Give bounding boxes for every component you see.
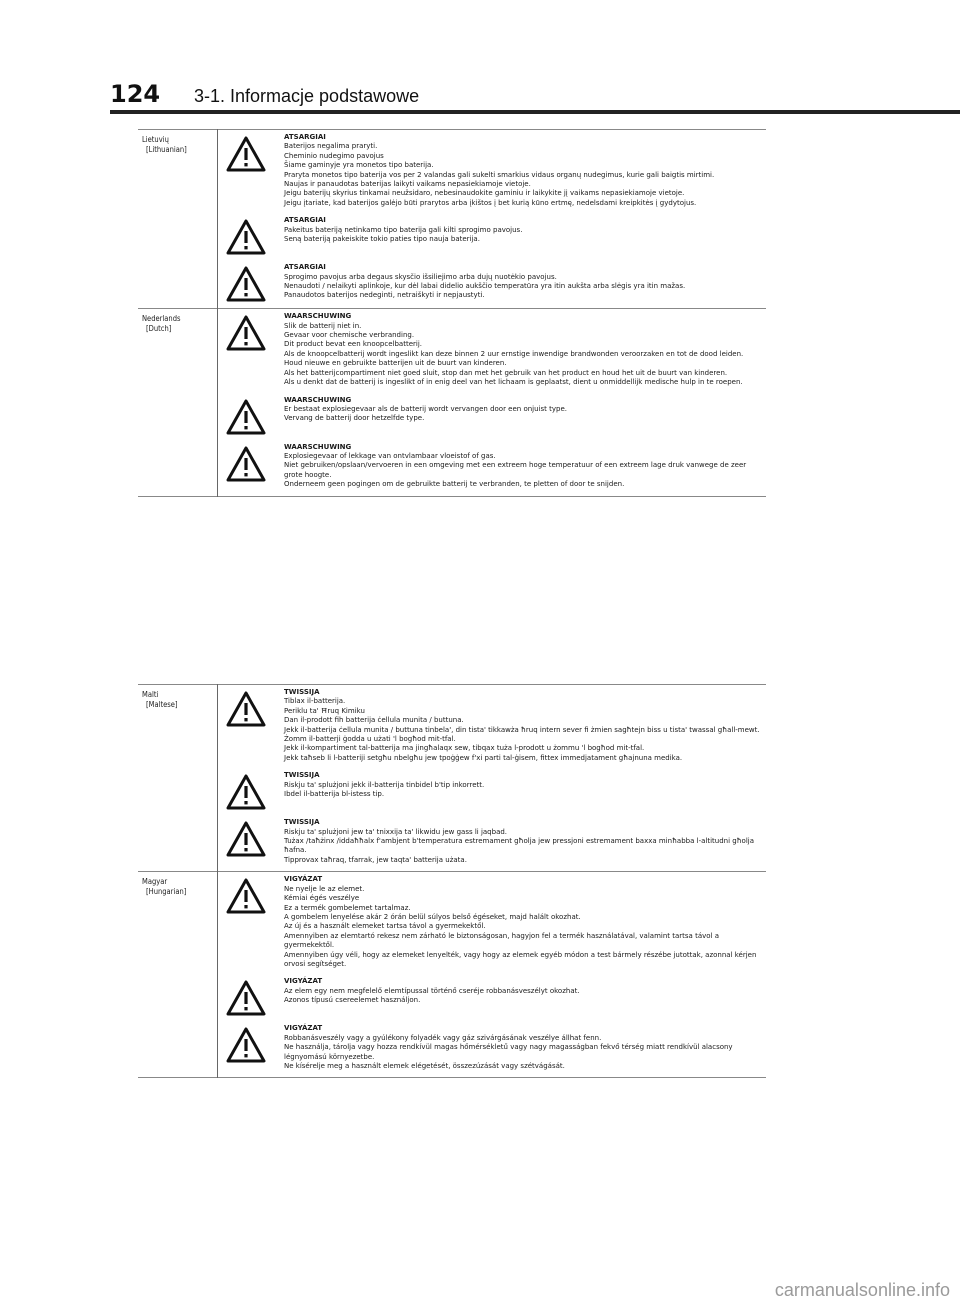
warning-triangle-icon	[226, 136, 266, 172]
warning-triangle-icon	[226, 315, 266, 351]
warning-line: Panaudotos baterijos nedeginti, netraiškyti ir nepjaustyti.	[284, 291, 485, 300]
language-english-name: [Maltese]	[146, 700, 178, 709]
language-label	[138, 872, 218, 1078]
warning-line: Baterijos negalima praryti.	[284, 142, 378, 151]
warning-title: VIGYÁZAT	[284, 875, 323, 884]
warning-title: WAARSCHUWING	[284, 395, 352, 404]
warning-line: Als het batterijcompartiment niet goed sluit, stop dan met het gebruik van het product en houd het uit de buurt van kinderen.	[284, 368, 728, 377]
warning-line: Als de knoopcelbatterij wordt ingeslikt kan deze binnen 2 uur ernstige inwendige brandwonden veroorzaken en tot de dood leiden.	[284, 349, 744, 358]
warning-triangle-icon	[226, 774, 266, 810]
language-label	[138, 130, 218, 309]
warning-title: WAARSCHUWING	[284, 312, 352, 321]
warning-item	[226, 771, 766, 810]
language-name: Lietuvių	[142, 135, 169, 144]
warning-line: Onderneem geen pogingen om de gebruikte batterij te verbranden, te pletten of door te snijden.	[284, 480, 625, 489]
warning-item	[226, 312, 766, 387]
warning-text	[284, 977, 766, 1005]
warning-line: Cheminio nudegimo pavojus	[284, 151, 384, 160]
warning-title: ATSARGIAI	[284, 133, 326, 141]
warning-title: ATSARGIAI	[284, 263, 326, 272]
warning-triangle-icon	[226, 266, 266, 302]
language-row	[138, 309, 766, 496]
warning-item	[226, 133, 766, 208]
warning-item	[226, 216, 766, 255]
warning-text	[284, 688, 766, 763]
warning-item	[226, 977, 766, 1016]
section-title: 3-1. Informacje podstawowe	[194, 86, 420, 106]
warning-table-1	[138, 129, 766, 497]
warning-line: Dit product bevat een knoopcelbatterij.	[284, 340, 423, 349]
warning-line: A gombelem lenyelése akár 2 órán belül súlyos belső égéseket, majd halált okozhat.	[284, 912, 581, 921]
warning-triangle-icon	[226, 1027, 266, 1063]
warning-line: Riskju ta' splużjoni jew ta' tnixxija ta' likwidu jew gass li jaqbad.	[284, 827, 508, 836]
warning-triangle-icon	[226, 980, 266, 1016]
language-name: Nederlands	[142, 314, 181, 324]
header-rule	[110, 110, 960, 114]
warning-title: TWISSIJA	[284, 818, 320, 827]
warning-title: VIGYÁZAT	[284, 1024, 323, 1033]
warning-line: Ne nyelje le az elemet.	[284, 884, 365, 893]
warning-triangle-icon	[226, 446, 266, 482]
warning-text	[284, 818, 766, 865]
language-name: Magyar	[142, 877, 168, 887]
warning-line: Houd nieuwe en gebruikte batterijen uit de buurt van kinderen.	[284, 359, 507, 368]
warning-line: Periklu ta' Ħruq Kimiku	[284, 706, 365, 715]
warning-line: Żomm il-batterji ġodda u użati 'l bogħod mit-tfal.	[284, 735, 456, 744]
language-english-name: [Dutch]	[146, 324, 172, 334]
warning-line: Explosiegevaar of lekkage van ontvlambaar vloeistof of gas.	[284, 451, 496, 460]
warning-text	[284, 216, 766, 244]
warning-triangle-icon	[226, 691, 266, 727]
warning-line: Er bestaat explosiegevaar als de batterij wordt vervangen door een onjuist type.	[284, 404, 567, 413]
warning-text	[284, 396, 766, 424]
language-row	[138, 130, 766, 309]
warning-text	[284, 1024, 766, 1071]
warning-line: Az elem egy nem megfelelő elemtípussal történő cseréje robbanásveszélyt okozhat.	[284, 986, 580, 995]
warning-line: Jeigu įtariate, kad baterijos galėjo būti prarytos arba įkištos į bet kurią kūno ertmę, nedelsdami kreipkitės į gydytojus.	[284, 198, 697, 207]
warning-line: Sprogimo pavojus arba degaus skysčio išsiliejimo arba dujų nuotėkio pavojus.	[284, 272, 557, 281]
warnings-cell	[218, 685, 767, 872]
warning-text	[284, 771, 766, 799]
warning-text	[284, 312, 766, 387]
warning-line: Jekk taħseb li l-batteriji setgħu nbelgħu jew tpoġġew f'xi parti tal-ġisem, fittex immedjatament għajnuna medika.	[284, 753, 683, 762]
warnings-cell	[218, 130, 767, 309]
warning-triangle-icon	[226, 878, 266, 914]
warning-line: Jeigu baterijų skyrius tinkamai neužsidaro, nebesinaudokite gaminiu ir laikykite jį vaikams nepasiekiamoje vietoje.	[284, 189, 685, 198]
warning-line: Als u denkt dat de batterij is ingeslikt of in enig deel van het lichaam is geplaatst, dient u onmiddellijk medische hulp in te roepen.	[284, 378, 743, 387]
warning-item	[226, 818, 766, 865]
warning-text	[284, 875, 766, 969]
warning-item	[226, 396, 766, 435]
warning-triangle-icon	[226, 399, 266, 435]
warning-line: Pakeitus bateriją netinkamo tipo baterija gali kilti sprogimo pavojus.	[284, 225, 523, 234]
warnings-cell	[218, 872, 767, 1078]
warning-item	[226, 443, 766, 490]
warning-line: Vervang de batterij door hetzelfde type.	[284, 414, 425, 423]
warning-title: TWISSIJA	[284, 688, 320, 696]
warning-line: Tipprovax taħraq, tfarrak, jew taqta' batterija użata.	[284, 855, 467, 864]
language-english-name: [Lithuanian]	[146, 145, 187, 154]
warning-line: Ne használja, tárolja vagy hozza rendkívül magas hőmérsékletű vagy nagy magasságban fekvő térség miatt rendkívül alacsony légnyomású környezetbe.	[284, 1043, 733, 1061]
warning-title: ATSARGIAI	[284, 216, 326, 225]
warning-line: Jekk il-batterija ċellula munita / buttuna tinbela', din tista' tikkawża ħruq intern sever fi żmien sagħtejn biss u tista' twassal għall-mewt.	[284, 725, 760, 734]
warning-line: Šiame gaminyje yra monetos tipo baterija.	[284, 161, 434, 170]
warning-line: Azonos típusú csereelemet használjon.	[284, 996, 421, 1005]
warning-line: Ez a termék gombelemet tartalmaz.	[284, 903, 411, 912]
warning-line: Ne kísérelje meg a használt elemek elégetését, összezúzását vagy szétvágását.	[284, 1061, 565, 1070]
page-header	[110, 80, 419, 108]
warning-triangle-icon	[226, 219, 266, 255]
language-label	[138, 685, 218, 872]
warning-item	[226, 875, 766, 969]
warning-line: Ibdel il-batterija bl-istess tip.	[284, 790, 385, 799]
warning-text	[284, 133, 766, 208]
language-english-name: [Hungarian]	[146, 887, 187, 897]
warning-text	[284, 443, 766, 490]
warning-line: Praryta monetos tipo baterija vos per 2 valandas gali sukelti smarkius vidaus organų nudegimus, kurie gali baigtis mirtimi.	[284, 170, 715, 179]
page-number: 124	[110, 80, 161, 108]
warning-line: Dan il-prodott fih batterija ċellula munita / buttuna.	[284, 716, 464, 725]
warning-line: Amennyiben az elemtartó rekesz nem zárható le biztonságosan, hagyjon fel a termék használatával, valamint tartsa távol a gyermekektől.	[284, 931, 719, 950]
warning-text	[284, 263, 766, 301]
warning-line: Kémiai égés veszélye	[284, 894, 360, 903]
warning-line: Tużax /taħżinx /iddaħħalx f'ambjent b'temperatura estremament għolja jew pressjoni estremament baxxa minħabba l-altitudni għolja ħafna.	[284, 837, 755, 855]
warnings-cell	[218, 309, 767, 496]
warning-line: Seną bateriją pakeiskite tokio paties tipo nauja baterija.	[284, 235, 480, 244]
warning-line: Nenaudoti / nelaikyti aplinkoje, kur dėl labai didelio aukščio temperatūra yra itin aukšta arba slėgis yra itin mažas.	[284, 282, 686, 291]
warning-line: Amennyiben úgy véli, hogy az elemeket lenyelték, vagy hogy az elemek egyéb módon a test bármely részébe jutottak, azonnal kérjen orvosi segítséget.	[284, 950, 757, 968]
warning-line: Riskju ta' splużjoni jekk il-batterija tinbidel b'tip inkorrett.	[284, 780, 485, 789]
warning-table-2	[138, 684, 766, 1078]
language-name: Malti	[142, 690, 159, 699]
warning-line: Gevaar voor chemische verbranding.	[284, 331, 415, 340]
language-row	[138, 685, 766, 872]
warning-line: Naujas ir panaudotas baterijas laikyti vaikams nepasiekiamoje vietoje.	[284, 180, 531, 189]
warning-item	[226, 263, 766, 302]
warning-line: Niet gebruiken/opslaan/vervoeren in een omgeving met een extreem hoge temperatuur of een extreem lage druk vanwege de zeer grote hoogte.	[284, 461, 747, 479]
warning-line: Az új és a használt elemeket tartsa távol a gyermekektől.	[284, 922, 486, 931]
warning-line: Tiblax il-batterija.	[284, 697, 346, 706]
warning-title: TWISSIJA	[284, 771, 320, 780]
watermark: carmanualsonline.info	[774, 1280, 950, 1300]
warning-title: WAARSCHUWING	[284, 442, 352, 451]
warning-triangle-icon	[226, 821, 266, 857]
warning-title: VIGYÁZAT	[284, 977, 323, 986]
warning-item	[226, 688, 766, 763]
warning-item	[226, 1024, 766, 1071]
language-label	[138, 309, 218, 496]
warning-line: Jekk il-kompartiment tal-batterija ma jingħalaqx sew, tibqax tuża l-prodott u żommu 'l bogħod mit-tfal.	[284, 744, 645, 753]
language-row	[138, 872, 766, 1078]
warning-line: Slik de batterij niet in.	[284, 321, 362, 330]
warning-line: Robbanásveszély vagy a gyúlékony folyadék vagy gáz szivárgásának veszélye állhat fenn.	[284, 1033, 602, 1042]
